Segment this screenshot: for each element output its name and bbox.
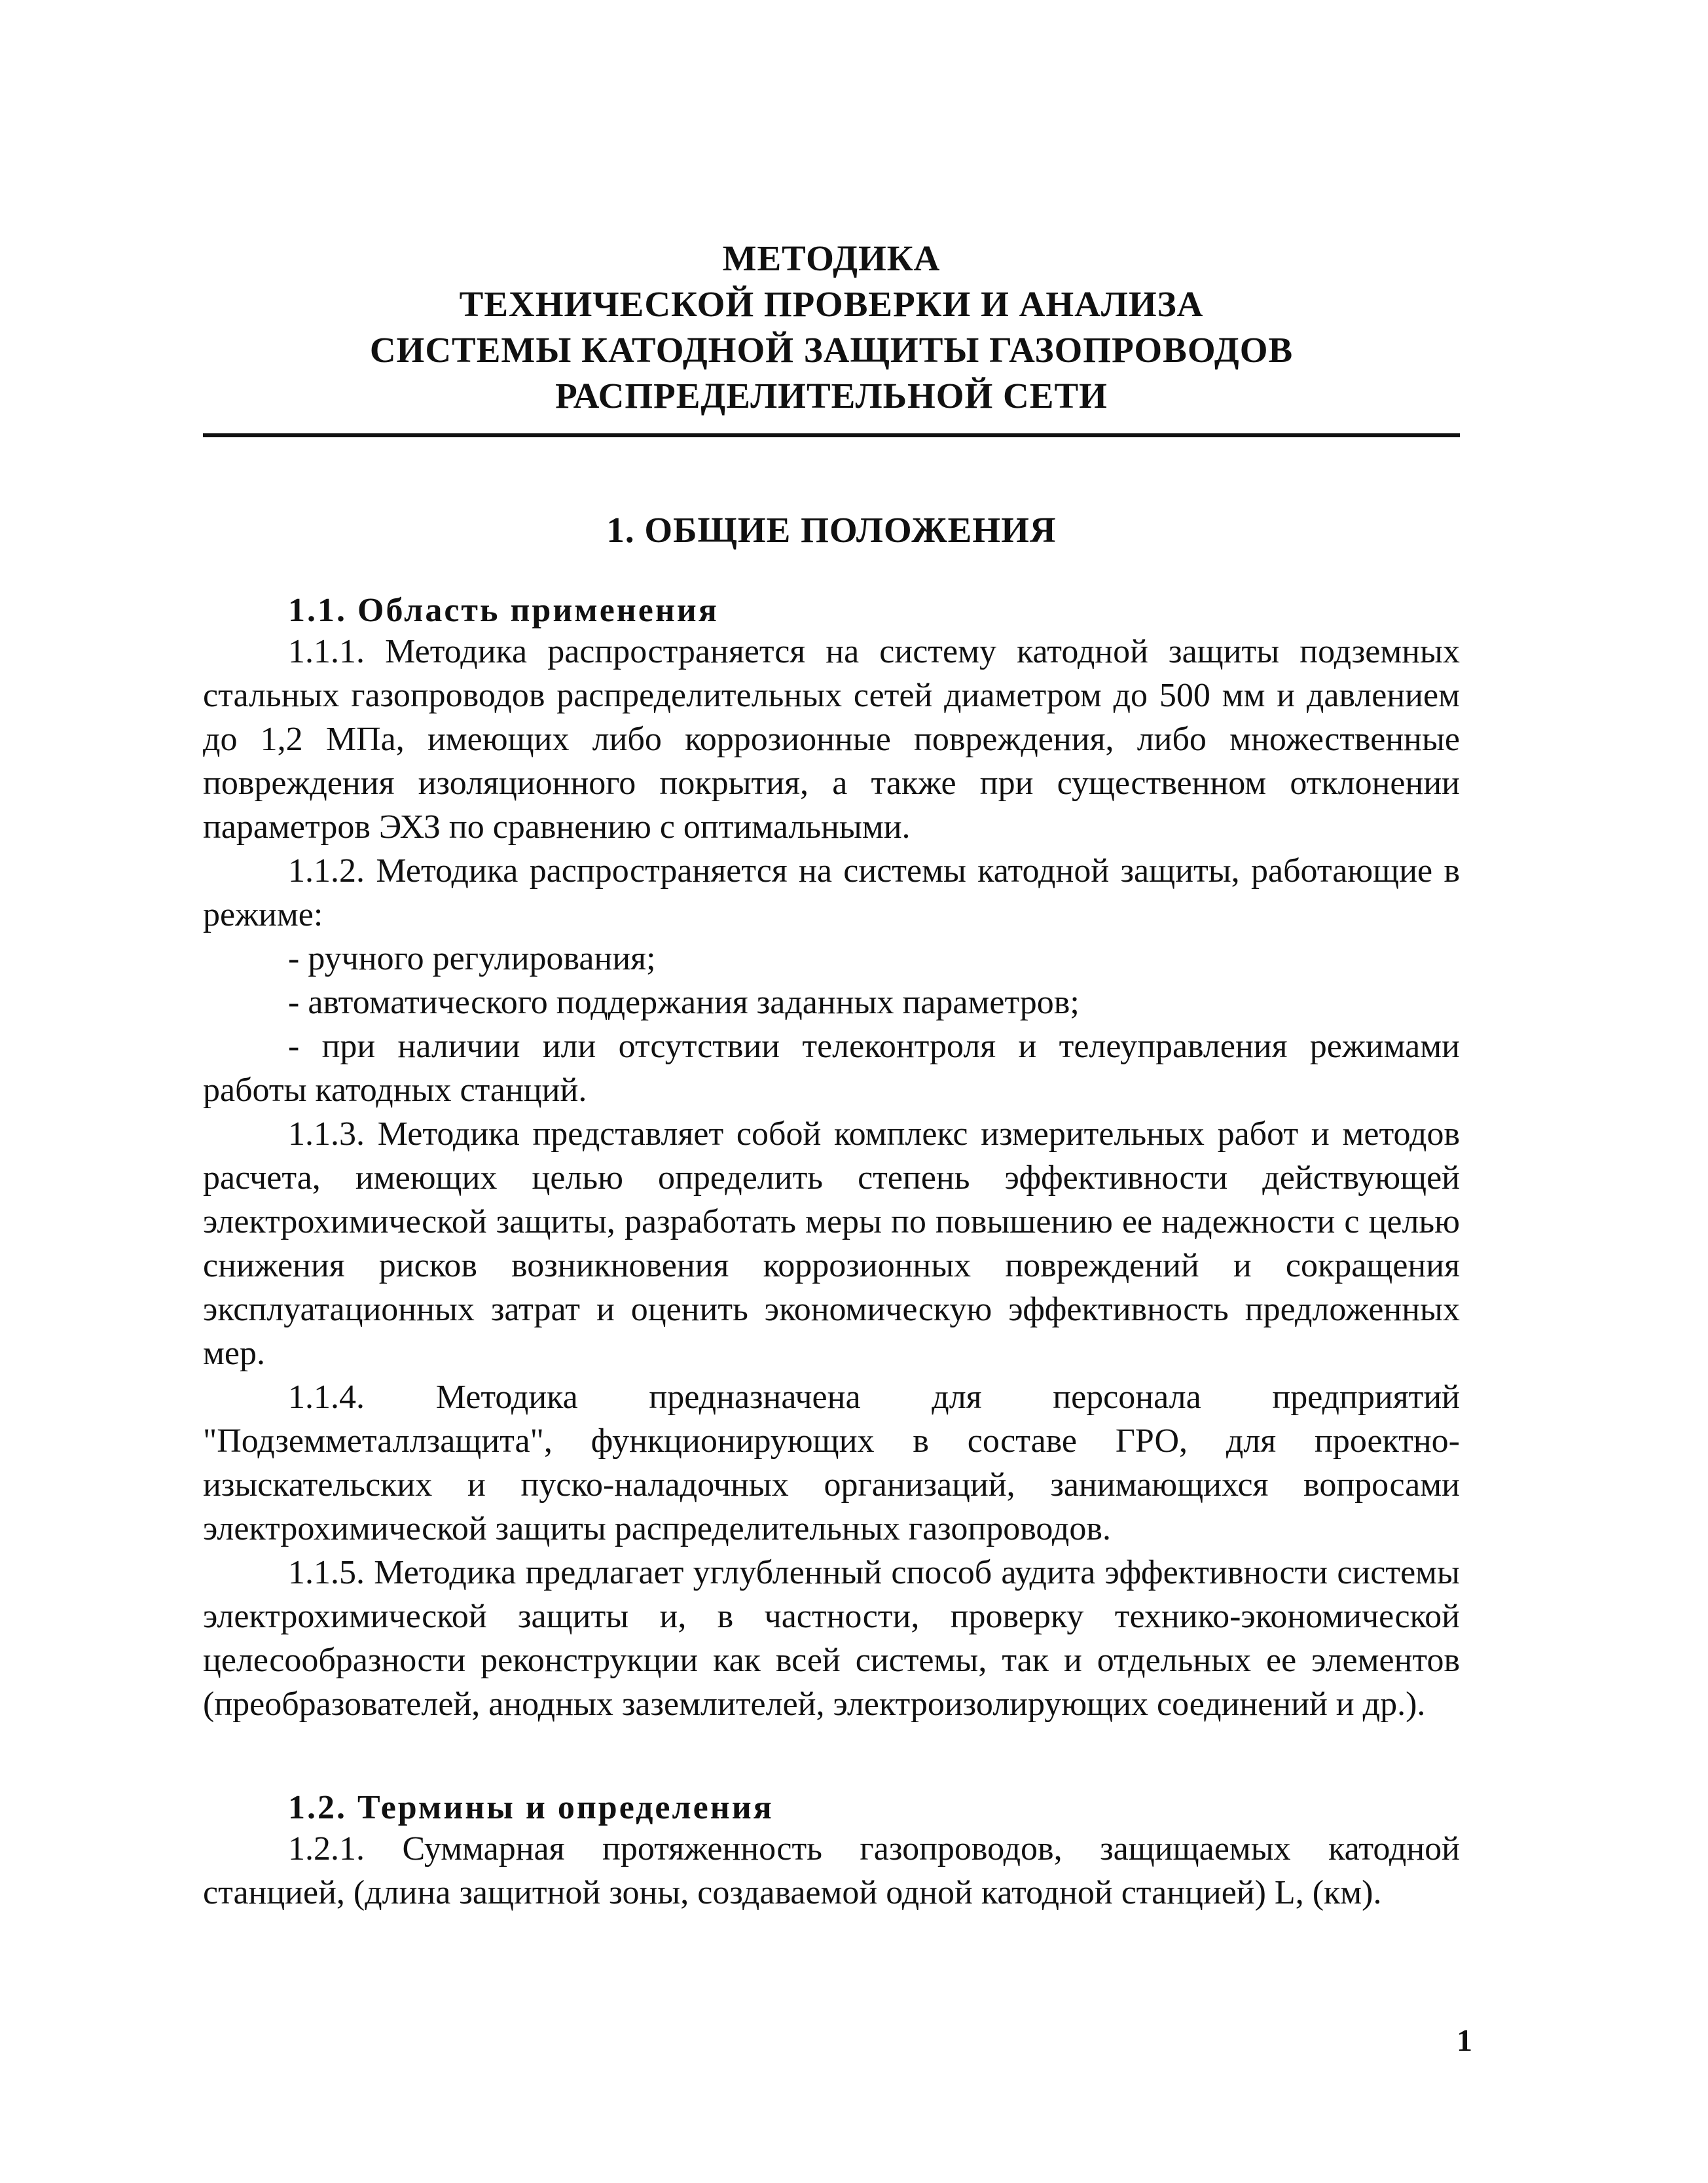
title-divider: [203, 433, 1460, 437]
list-item: - автоматического поддержания заданных параметров;: [288, 984, 1080, 1021]
section-heading: 1. ОБЩИЕ ПОЛОЖЕНИЯ: [606, 510, 1057, 550]
list-item: - при наличии или отсутствии телеконтроля и телеуправления режимами работы катодных станций.: [203, 1028, 1460, 1109]
subsection-heading-terms: 1.2. Термины и определения: [288, 1789, 774, 1826]
paragraph-1-1-2: 1.1.2. Методика распространяется на системы катодной защиты, работающие в режиме:: [203, 852, 1460, 933]
paragraph-1-1-3: 1.1.3. Методика представляет собой комплекс измерительных работ и методов расчета, имеющих целью определить степень эффективности действующей электрохимической защиты, разработать меры по повышению ее надежности с целью снижения рисков возникновения коррозионных повреждений и сокращения эксплуатационных затрат и оценить экономическую эффективность предложенных мер.: [203, 1115, 1460, 1372]
page-number: 1: [1457, 2023, 1472, 2058]
title-line-1: МЕТОДИКА: [722, 238, 941, 278]
paragraph-1-2-1: 1.2.1. Суммарная протяженность газопроводов, защищаемых катодной станцией, (длина защитной зоны, создаваемой одной катодной станцией) L, (км).: [203, 1830, 1460, 1911]
title-line-3: СИСТЕМЫ КАТОДНОЙ ЗАЩИТЫ ГАЗОПРОВОДОВ: [369, 330, 1294, 370]
document-page: [203, 236, 1460, 1915]
paragraph-1-1-4: 1.1.4. Методика предназначена для персонала предприятий "Подземметаллзащита", функционирующих в составе ГРО, для проектно-изыскательских и пуско-наладочных организаций, занимающихся вопросами электрохимической защиты распределительных газопроводов.: [203, 1379, 1460, 1547]
paragraph-1-1-5: 1.1.5. Методика предлагает углубленный способ аудита эффективности системы электрохимической защиты и, в частности, проверку технико-экономической целесообразности реконструкции как всей системы, так и отдельных ее элементов (преобразователей, анодных заземлителей, электроизолирующих соединений и др.).: [203, 1554, 1460, 1723]
list-item: - ручного регулирования;: [288, 940, 656, 977]
document-title: [203, 236, 1460, 419]
title-line-4: РАСПРЕДЕЛИТЕЛЬНОЙ СЕТИ: [555, 376, 1108, 416]
title-line-2: ТЕХНИЧЕСКОЙ ПРОВЕРКИ И АНАЛИЗА: [459, 284, 1204, 324]
subsection-heading-scope: 1.1. Область применения: [288, 592, 719, 629]
paragraph-1-1-1: 1.1.1. Методика распространяется на систему катодной защиты подземных стальных газопроводов распределительных сетей диаметром до 500 мм и давлением до 1,2 МПа, имеющих либо коррозионные повреждения, либо множественные повреждения изоляционного покрытия, а также при существенном отклонении параметров ЭХЗ по сравнению с оптимальными.: [203, 633, 1460, 846]
